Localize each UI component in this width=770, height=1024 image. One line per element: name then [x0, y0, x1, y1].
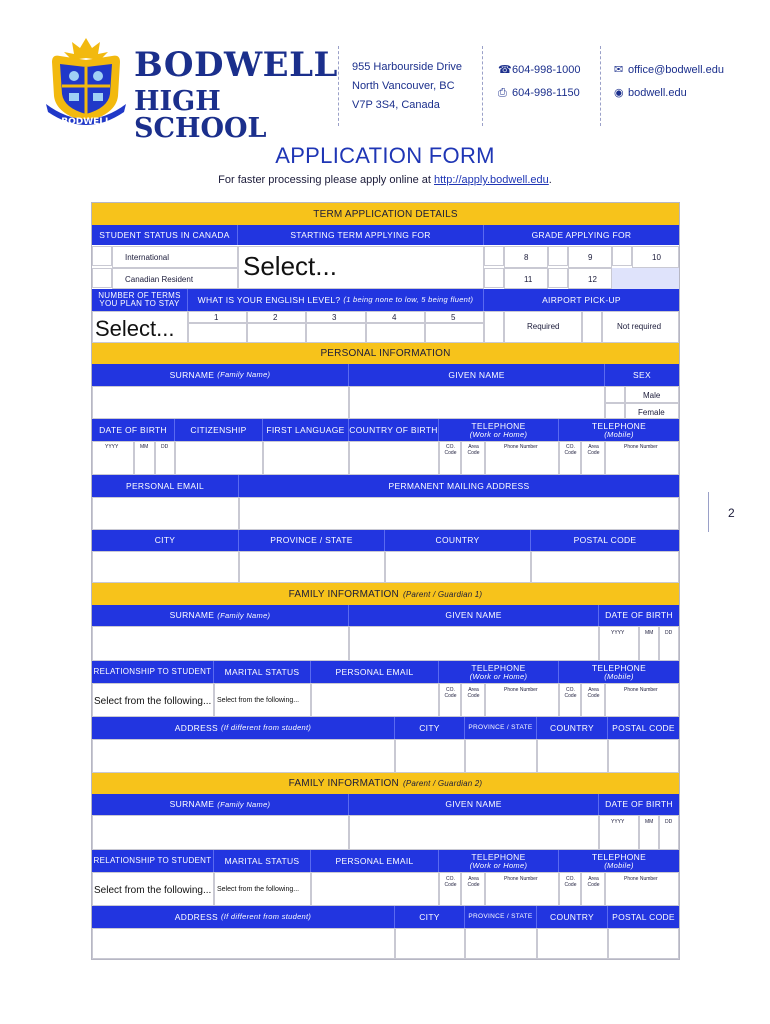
page-title: APPLICATION FORM [275, 143, 495, 168]
citizenship-input[interactable] [175, 441, 263, 475]
airport-required-label: Required [527, 322, 560, 331]
g2-address-note: (If different from student) [220, 912, 312, 922]
grade-empty-cell [612, 268, 679, 289]
guardian2-city-header: CITY [395, 906, 465, 928]
g1-work-phone-label: Phone Number [504, 687, 538, 693]
grade-9-checkbox[interactable] [548, 246, 568, 266]
g1-work-cc-label: CO. Code [444, 687, 457, 699]
airport-pickup-header: AIRPORT PICK-UP [484, 289, 679, 311]
guardian2-address-header [92, 906, 395, 928]
g1-marital-value: Select from the following... [217, 697, 300, 704]
email-address[interactable]: office@bodwell.edu [628, 64, 724, 76]
guardian1-dob-day-input[interactable] [659, 626, 679, 661]
city-header: CITY [92, 530, 239, 551]
guardian1-marital-header: MARITAL STATUS [214, 661, 311, 683]
personal-email-input[interactable] [92, 497, 239, 530]
starting-term-header: STARTING TERM APPLYING FOR [238, 225, 484, 245]
guardian1-tel-mobile-header [559, 661, 679, 683]
guardian2-surname-input[interactable] [92, 815, 349, 850]
guardian1-province-header: PROVINCE / STATE [465, 717, 537, 739]
guardian1-dob-header: DATE OF BIRTH [599, 605, 679, 626]
guardian1-given-name-header: GIVEN NAME [349, 605, 599, 626]
mobile-area-code-label: Area Code [587, 444, 600, 456]
globe-icon: ◉ [614, 87, 624, 99]
guardian2-country-input[interactable] [537, 928, 608, 959]
mailing-address-header: PERMANENT MAILING ADDRESS [239, 475, 679, 497]
sex-header: SEX [605, 364, 679, 386]
airport-not-required-label: Not required [617, 322, 662, 331]
grade-10-label: 10 [652, 253, 661, 262]
city-input[interactable] [92, 551, 239, 583]
first-language-header: FIRST LANGUAGE [263, 419, 349, 441]
g1-dob-year-label: YYYY [611, 630, 625, 636]
english-level-5-label: 5 [451, 313, 456, 322]
g2-address-title: ADDRESS [174, 911, 218, 922]
g2-mobile-area-code-input[interactable] [581, 872, 605, 906]
phone-number[interactable]: 604-998-1000 [512, 64, 581, 76]
grade-10-option [632, 246, 679, 268]
g2-relationship-value: Select from the following... [94, 885, 212, 896]
website-link[interactable]: bodwell.edu [628, 87, 687, 99]
guardian1-city-input[interactable] [395, 739, 465, 773]
dob-year-input[interactable] [92, 441, 134, 475]
work-phone-number-input[interactable] [485, 441, 559, 475]
tel-mobile-title: TELEPHONE [591, 420, 647, 431]
guardian2-tel-work-header [439, 850, 559, 872]
g1-surname-note: (Family Name) [217, 610, 271, 620]
g2-mobile-cc-label: CO. Code [564, 876, 577, 888]
guardian1-email-header: PERSONAL EMAIL [311, 661, 439, 683]
page-subtitle [0, 174, 770, 186]
g1-relationship-value: Select from the following... [94, 696, 212, 707]
guardian2-province-header: PROVINCE / STATE [465, 906, 537, 928]
g1-address-title: ADDRESS [174, 722, 218, 733]
grade-12-label: 12 [588, 275, 597, 284]
starting-term-select[interactable] [238, 246, 484, 289]
g2-work-country-code-input[interactable] [439, 872, 461, 906]
airport-required-checkbox[interactable] [484, 311, 504, 343]
work-area-code-input[interactable] [461, 441, 485, 475]
terms-to-stay-value: Select... [95, 316, 175, 341]
english-level-2-label: 2 [273, 313, 278, 322]
surname-title: SURNAME [169, 369, 215, 380]
guardian1-marital-select[interactable] [214, 683, 311, 717]
guardian2-address-input[interactable] [92, 928, 395, 959]
fax-number: 604-998-1150 [512, 87, 580, 99]
guardian2-tel-mobile-header [559, 850, 679, 872]
postal-code-header: POSTAL CODE [531, 530, 679, 551]
guardian1-province-input[interactable] [465, 739, 537, 773]
g1-mobile-area-code-input[interactable] [581, 683, 605, 717]
country-of-birth-header: COUNTRY OF BIRTH [349, 419, 439, 441]
fax-contact [498, 87, 580, 99]
english-level-4-checkbox[interactable] [366, 323, 425, 343]
grade-11-checkbox[interactable] [484, 268, 504, 288]
english-level-3-checkbox[interactable] [306, 323, 366, 343]
dob-day-input[interactable] [155, 441, 175, 475]
guardian1-country-header: COUNTRY [537, 717, 608, 739]
telephone-work-header [439, 419, 559, 441]
g2-work-phone-label: Phone Number [504, 876, 538, 882]
guardian1-tel-work-header [439, 661, 559, 683]
country-of-birth-input[interactable] [349, 441, 439, 475]
brand-subname: HIGH SCHOOL [134, 86, 267, 144]
g2-work-phone-input[interactable] [485, 872, 559, 906]
mobile-area-code-input[interactable] [581, 441, 605, 475]
tel-work-title: TELEPHONE [471, 420, 526, 431]
student-status-header: STUDENT STATUS IN CANADA [92, 225, 238, 245]
g2-mobile-area-label: Area Code [587, 876, 600, 888]
guardian1-surname-header [92, 605, 349, 626]
airport-not-required-checkbox[interactable] [582, 311, 602, 343]
school-logo [42, 30, 342, 144]
international-checkbox[interactable] [92, 246, 112, 266]
english-level-4-label: 4 [392, 313, 397, 322]
apply-online-link[interactable]: http://apply.bodwell.edu [434, 174, 549, 186]
starting-term-value: Select... [243, 251, 337, 281]
g2-work-area-code-input[interactable] [461, 872, 485, 906]
email-contact [614, 64, 724, 76]
guardian2-province-input[interactable] [465, 928, 537, 959]
subtitle-text: For faster processing please apply online at [218, 174, 434, 186]
g2-mobile-phone-input[interactable] [605, 872, 679, 906]
guardian2-marital-select[interactable] [214, 872, 311, 906]
guardian2-dob-month-input[interactable] [639, 815, 659, 850]
guardian2-relationship-select[interactable] [92, 872, 214, 906]
work-country-code-input[interactable] [439, 441, 461, 475]
g1-work-phone-input[interactable] [485, 683, 559, 717]
grade-9-label: 9 [588, 253, 593, 262]
g2-work-area-label: Area Code [467, 876, 480, 888]
surname-note: (Family Name) [217, 370, 271, 380]
english-level-header [188, 289, 484, 311]
telephone-mobile-header [559, 419, 679, 441]
divider [482, 46, 483, 126]
english-level-title: WHAT IS YOUR ENGLISH LEVEL? [197, 294, 341, 305]
male-option [625, 386, 679, 403]
guardian1-city-header: CITY [395, 717, 465, 739]
international-label: International [125, 253, 170, 262]
english-level-5-checkbox[interactable] [425, 323, 484, 343]
g2-work-cc-label: CO. Code [444, 876, 457, 888]
family-2-note: (Parent / Guardian 2) [402, 779, 483, 788]
family-1-title: FAMILY INFORMATION [288, 588, 399, 600]
guardian1-dob-month-input[interactable] [639, 626, 659, 661]
dob-year-label: YYYY [105, 444, 119, 450]
international-option [112, 246, 238, 268]
guardian2-city-input[interactable] [395, 928, 465, 959]
english-level-3-label-cell [306, 311, 366, 323]
guardian2-postal-header: POSTAL CODE [608, 906, 679, 928]
canadian-resident-option [112, 268, 238, 289]
address-line-3: V7P 3S4, Canada [352, 99, 440, 111]
grade-12-checkbox[interactable] [548, 268, 568, 288]
student-surname-input[interactable] [92, 386, 349, 419]
address-line-2: North Vancouver, BC [352, 80, 455, 92]
grade-10-checkbox[interactable] [612, 246, 632, 266]
canadian-resident-checkbox[interactable] [92, 268, 112, 288]
personal-email-header: PERSONAL EMAIL [92, 475, 239, 497]
guardian1-address-input[interactable] [92, 739, 395, 773]
first-language-input[interactable] [263, 441, 349, 475]
crest-motto: BODWELL [61, 117, 111, 127]
dob-month-input[interactable] [134, 441, 155, 475]
guardian1-relationship-select[interactable] [92, 683, 214, 717]
province-header: PROVINCE / STATE [239, 530, 385, 551]
english-level-5-label-cell [425, 311, 484, 323]
guardian2-dob-day-input[interactable] [659, 815, 679, 850]
g2-tel-mobile-title: TELEPHONE [591, 851, 647, 862]
g2-dob-month-label: MM [645, 819, 654, 825]
guardian1-email-input[interactable] [311, 683, 439, 717]
subtitle-end: . [548, 174, 552, 186]
page-marker-line [708, 492, 709, 532]
g1-tel-work-note: (Work or Home) [469, 671, 528, 681]
work-country-code-label: CO. Code [444, 444, 457, 456]
english-level-4-label-cell [366, 311, 425, 323]
grade-header: GRADE APPLYING FOR [484, 225, 679, 245]
brand-name: BODWELL [134, 45, 338, 85]
g1-address-note: (If different from student) [220, 723, 312, 733]
work-phone-number-label: Phone Number [504, 444, 538, 450]
guardian1-postal-input[interactable] [608, 739, 679, 773]
section-family-1 [92, 583, 679, 605]
g1-surname-title: SURNAME [169, 610, 215, 621]
guardian2-email-header: PERSONAL EMAIL [311, 850, 439, 872]
canadian-resident-label: Canadian Resident [125, 275, 194, 284]
citizenship-header: CITIZENSHIP [175, 419, 263, 441]
female-option [625, 403, 679, 419]
guardian1-address-header [92, 717, 395, 739]
mailing-address-input[interactable] [239, 497, 679, 530]
mobile-phone-number-label: Phone Number [624, 444, 658, 450]
application-form [91, 202, 680, 960]
g1-mobile-cc-label: CO. Code [564, 687, 577, 699]
divider [600, 46, 601, 126]
english-level-1-label-cell [188, 311, 247, 323]
guardian2-dob-header: DATE OF BIRTH [599, 794, 679, 815]
section-term-details: TERM APPLICATION DETAILS [92, 203, 679, 225]
g2-dob-year-label: YYYY [611, 819, 625, 825]
letterhead [0, 0, 770, 144]
female-checkbox[interactable] [605, 403, 625, 419]
airport-not-required-option [602, 311, 679, 343]
g2-mobile-country-code-input[interactable] [559, 872, 581, 906]
envelope-icon: ✉ [614, 64, 624, 76]
work-area-code-label: Area Code [467, 444, 480, 456]
grade-9-option [568, 246, 612, 268]
student-given-name-input[interactable] [349, 386, 605, 419]
student-surname-header [92, 364, 349, 386]
address-line-1: 955 Harbourside Drive [352, 61, 463, 73]
g1-mobile-phone-label: Phone Number [624, 687, 658, 693]
mobile-phone-number-input[interactable] [605, 441, 679, 475]
g1-dob-month-label: MM [645, 630, 654, 636]
guardian2-given-name-input[interactable] [349, 815, 599, 850]
grade-8-checkbox[interactable] [484, 246, 504, 266]
g1-work-area-code-input[interactable] [461, 683, 485, 717]
guardian2-relationship-header: RELATIONSHIP TO STUDENT [92, 850, 214, 872]
section-personal-info: PERSONAL INFORMATION [92, 343, 679, 364]
phone-icon: ☎ [498, 64, 512, 76]
g2-tel-work-note: (Work or Home) [469, 860, 528, 870]
g2-marital-value: Select from the following... [217, 886, 300, 893]
province-input[interactable] [239, 551, 385, 583]
country-input[interactable] [385, 551, 531, 583]
male-label: Male [643, 391, 661, 400]
english-level-1-label: 1 [214, 313, 219, 322]
mobile-country-code-label: CO. Code [564, 444, 577, 456]
guardian1-surname-input[interactable] [92, 626, 349, 661]
g1-tel-mobile-title: TELEPHONE [591, 662, 647, 673]
g1-tel-work-title: TELEPHONE [471, 662, 526, 673]
phone-contact [498, 64, 581, 76]
guardian1-country-input[interactable] [537, 739, 608, 773]
divider [338, 46, 339, 126]
g1-mobile-country-code-input[interactable] [559, 683, 581, 717]
guardian2-surname-header [92, 794, 349, 815]
guardian2-email-input[interactable] [311, 872, 439, 906]
dob-month-label: MM [140, 444, 149, 450]
g1-mobile-phone-input[interactable] [605, 683, 679, 717]
g1-work-country-code-input[interactable] [439, 683, 461, 717]
country-header: COUNTRY [385, 530, 531, 551]
grade-8-option [504, 246, 548, 268]
grade-11-option [504, 268, 548, 289]
g1-work-area-label: Area Code [467, 687, 480, 699]
grade-8-label: 8 [524, 253, 529, 262]
guardian1-dob-year-input[interactable] [599, 626, 639, 661]
page-number: 2 [728, 506, 735, 520]
school-crest-icon [42, 34, 130, 130]
g2-tel-work-title: TELEPHONE [471, 851, 526, 862]
male-checkbox[interactable] [605, 386, 625, 403]
g1-dob-day-label: DD [665, 630, 673, 636]
airport-required-option [504, 311, 582, 343]
g2-tel-mobile-note: (Mobile) [604, 860, 634, 870]
guardian1-given-name-input[interactable] [349, 626, 599, 661]
terms-to-stay-select[interactable] [92, 311, 188, 343]
g2-dob-day-label: DD [665, 819, 673, 825]
g2-surname-title: SURNAME [169, 799, 215, 810]
guardian2-postal-input[interactable] [608, 928, 679, 959]
tel-mobile-note: (Mobile) [604, 429, 634, 439]
dob-header: DATE OF BIRTH [92, 419, 175, 441]
guardian1-postal-header: POSTAL CODE [608, 717, 679, 739]
family-1-note: (Parent / Guardian 1) [402, 589, 483, 599]
website-contact [614, 87, 687, 99]
english-level-2-label-cell [247, 311, 306, 323]
tel-work-note: (Work or Home) [469, 429, 528, 439]
grade-12-option [568, 268, 612, 289]
grade-11-label: 11 [524, 275, 533, 284]
english-level-note: (1 being none to low, 5 being fluent) [343, 295, 474, 305]
guardian2-given-name-header: GIVEN NAME [349, 794, 599, 815]
school-address [352, 58, 462, 115]
postal-code-input[interactable] [531, 551, 679, 583]
english-level-2-checkbox[interactable] [247, 323, 306, 343]
dob-day-label: DD [161, 444, 169, 450]
g2-surname-note: (Family Name) [217, 799, 271, 809]
student-given-name-header: GIVEN NAME [349, 364, 605, 386]
g2-mobile-phone-label: Phone Number [624, 876, 658, 882]
family-2-title: FAMILY INFORMATION [288, 778, 399, 789]
terms-to-stay-header: NUMBER OF TERMS YOU PLAN TO STAY [92, 289, 188, 311]
english-level-1-checkbox[interactable] [188, 323, 247, 343]
g1-tel-mobile-note: (Mobile) [604, 671, 634, 681]
mobile-country-code-input[interactable] [559, 441, 581, 475]
english-level-3-label: 3 [332, 313, 337, 322]
guardian2-country-header: COUNTRY [537, 906, 608, 928]
guardian2-marital-header: MARITAL STATUS [214, 850, 311, 872]
printer-icon: ⎙ [498, 87, 507, 99]
guardian1-relationship-header: RELATIONSHIP TO STUDENT [92, 661, 214, 683]
female-label: Female [638, 408, 665, 417]
g1-mobile-area-label: Area Code [587, 687, 600, 699]
guardian2-dob-year-input[interactable] [599, 815, 639, 850]
section-family-2 [92, 773, 679, 794]
